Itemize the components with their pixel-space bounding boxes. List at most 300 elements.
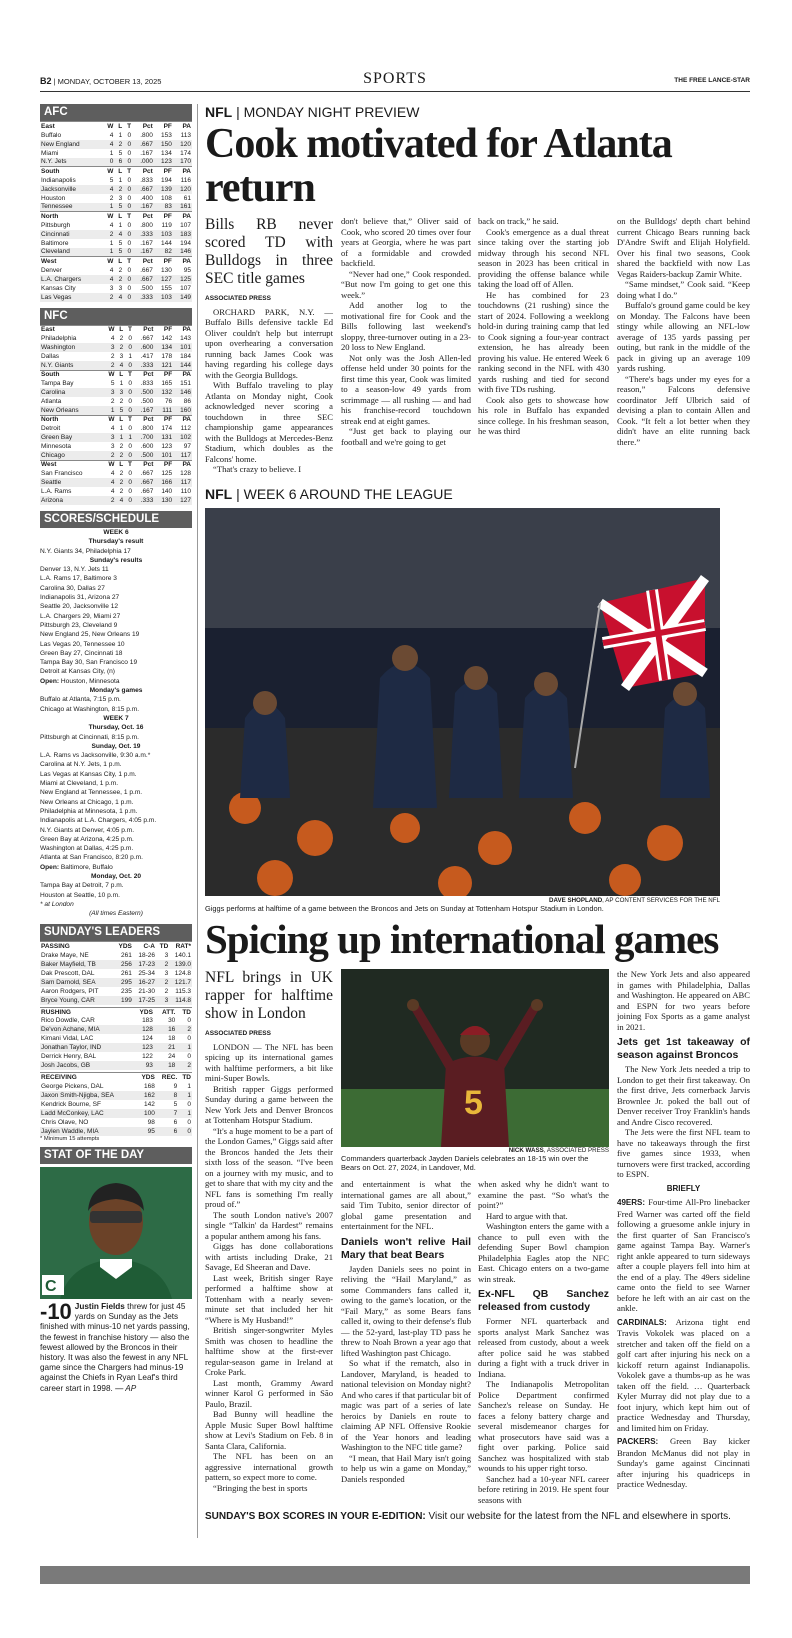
stat-cell: 183	[173, 230, 192, 239]
paragraph: LONDON — The NFL has been spicing up its international games with halftime performers, a bit like mini-Super Bowls.	[205, 1041, 333, 1083]
player-name: Jaylen Waddle, MIA	[40, 1127, 136, 1136]
stat-number: -10	[40, 1298, 72, 1324]
division-header	[40, 370, 192, 379]
stat-cell: 142	[161, 335, 173, 342]
column-header: PF	[154, 415, 173, 424]
stat-cell: 1	[116, 433, 125, 442]
brief-item	[617, 1317, 750, 1434]
table-row	[40, 451, 192, 460]
column-header: W	[104, 460, 116, 469]
stat-cell: 123	[154, 158, 173, 167]
stat-cell: 3	[164, 951, 169, 959]
team-name: San Francisco	[41, 470, 83, 477]
svg-text:5: 5	[464, 1084, 483, 1122]
column-header: TD	[176, 1007, 192, 1016]
stat-cell: 1	[124, 433, 133, 442]
stat-cell: 170	[173, 158, 192, 167]
stat-cell: 4	[109, 266, 114, 274]
stat-cell: 2	[156, 960, 169, 969]
daniels-photo	[341, 969, 609, 1147]
column-header: L	[116, 415, 125, 424]
stat-cell: 2	[156, 978, 169, 987]
column-header: RAT*	[169, 942, 192, 951]
table-row	[40, 978, 192, 987]
stat-cell: .000	[132, 158, 154, 167]
leaders-footnote: * Minimum 15 attempts	[40, 1135, 100, 1142]
schedule-line: WEEK 7	[103, 714, 129, 722]
story2-byline: ASSOCIATED PRESS	[205, 1030, 271, 1037]
column-header: Pct	[133, 370, 154, 379]
story1-col1	[205, 216, 333, 475]
schedule-line: Philadelphia at Minnesota, 1 p.m.	[40, 807, 138, 815]
paragraph: British rapper Giggs performed Sunday during a game between the New York Jets and Denver Broncos at Tottenham Hotspur Stadium.	[205, 1083, 333, 1125]
table-row	[40, 140, 192, 149]
column-header: W	[102, 212, 114, 221]
stat-cell: 25-34	[138, 969, 156, 977]
column-header: W	[104, 325, 116, 334]
paragraph: With Buffalo traveling to play Atlanta on Monday night, Cook acknowledged never scoring a touchdown in three SEC championship game appearances with the Bulldogs at Mercedes-Benz Stadium, which doubles as the Falcons' home.	[205, 380, 333, 464]
column-header: L	[114, 257, 123, 266]
column-header: T	[123, 122, 132, 131]
stat-cell: 0	[124, 388, 133, 397]
stat-cell: 132	[154, 388, 173, 397]
stat-cell: 125	[173, 275, 192, 284]
footer-bar	[40, 1566, 750, 1584]
table-row	[40, 406, 192, 415]
team-name: Green Bay	[40, 433, 104, 442]
division-name: North	[40, 212, 102, 221]
paragraph: The south London native's 2007 single “Talkin' da Hardest” remains a popular anthem among his fans.	[205, 1209, 333, 1241]
paragraph: back on track,” he said.	[478, 216, 559, 226]
stat-cell: 123	[131, 1043, 154, 1052]
stat-cell: 0	[123, 203, 132, 212]
stat-cell: 21-30	[138, 987, 156, 995]
stat-cell: 3	[156, 996, 169, 1005]
stat-cell: 4	[102, 185, 114, 194]
stat-cell: 4	[109, 221, 114, 229]
schedule-line: New England at Tennessee, 1 p.m.	[40, 789, 143, 797]
stat-cell: 0	[127, 149, 132, 157]
column-header: C-A	[133, 942, 156, 951]
bottom-promo: SUNDAY'S BOX SCORES IN YOUR E-EDITION: Visit our website for the latest from the NFL and elsewhere in sports.	[205, 1511, 731, 1522]
player-name: Josh Jacobs, GB	[40, 1061, 131, 1070]
column-header: PA	[173, 167, 192, 176]
stat-cell: 124	[142, 1035, 153, 1043]
stat-cell: 4	[104, 478, 116, 487]
schedule-line: WEEK 6	[103, 529, 129, 536]
stat-cell: .833	[140, 176, 153, 184]
stat-cell: 0	[123, 275, 132, 284]
svg-text:C: C	[45, 1277, 57, 1295]
schedule-line: L.A. Rams 17, Baltimore 3	[40, 575, 117, 583]
stat-cell: 127	[173, 496, 192, 505]
team-name: Arizona	[40, 496, 104, 505]
column-header: Pct	[133, 460, 154, 469]
stat-cell: 1	[118, 131, 123, 139]
stat-cell: 155	[161, 284, 172, 292]
stat-cell: 146	[173, 248, 192, 257]
stat-cell: .167	[140, 239, 153, 247]
schedule-line: Detroit at Kansas City, (n)	[40, 668, 115, 676]
schedule-line: Las Vegas 20, Tennessee 10	[40, 640, 125, 648]
afc-standings	[40, 121, 192, 302]
team-name: Washington	[40, 343, 104, 352]
column-header: YDS	[136, 1073, 156, 1082]
stat-cell: 3	[164, 969, 169, 977]
stat-cell: 5	[114, 248, 123, 257]
stat-cell: .167	[140, 149, 153, 157]
team-name: L.A. Rams	[41, 488, 72, 495]
stat-cell: 1	[118, 221, 123, 229]
player-name: Kimani Vidal, LAC	[41, 1035, 94, 1043]
paragraph: “Bringing the best in sports	[213, 1482, 308, 1493]
stat-cell: 5	[116, 406, 125, 415]
stat-cell: 4	[102, 275, 114, 284]
stat-photo	[40, 1167, 192, 1299]
schedule-line: (All times Eastern)	[89, 910, 143, 918]
column-header: PA	[173, 257, 192, 266]
column-header: PF	[154, 257, 173, 266]
table-row	[40, 149, 192, 158]
stat-cell: .333	[133, 496, 154, 505]
stat-cell: 1	[109, 239, 114, 247]
paragraph: Bad Bunny will headline the Apple Music Super Bowl halftime show at Levi's Stadium on Feb. 8 in Santa Clara, California.	[205, 1409, 333, 1451]
table-row	[40, 1109, 192, 1118]
stat-cell: 120	[173, 185, 192, 194]
table-row	[40, 1100, 192, 1109]
paragraph: Giggs has done collaborations with artists including Drake, 21 Savage, Ed Sheeran and Dave.	[205, 1241, 333, 1272]
story2-col3	[478, 1179, 609, 1505]
stat-cell: 0	[128, 335, 132, 342]
paragraph: Hard to argue with that.	[486, 1210, 568, 1221]
stat-cell: 108	[161, 194, 172, 202]
team-name: Cleveland	[40, 248, 102, 257]
column-header: L	[116, 370, 125, 379]
story2-col2	[341, 1179, 471, 1484]
stat-cell: .500	[133, 388, 154, 397]
stat-cell: 119	[161, 221, 172, 229]
stat-cell: 6	[114, 158, 123, 167]
photo1-caption: Giggs performs at halftime of a game between the Broncos and Jets on Sunday at Tottenham Hotspur Stadium in London.	[205, 904, 604, 913]
stat-cell: 7	[156, 1109, 178, 1118]
schedule-line: Denver 13, N.Y. Jets 11	[40, 566, 109, 574]
stat-cell: .800	[140, 131, 153, 139]
stat-cell: 127	[154, 275, 173, 284]
stat-cell: 1	[176, 1043, 192, 1052]
stat-cell: 4	[116, 496, 125, 505]
column-header: PA	[173, 415, 192, 424]
stat-cell: 2	[110, 353, 115, 360]
stat-cell: 2	[119, 470, 124, 477]
table-row	[40, 397, 192, 406]
leaders-header	[40, 1073, 192, 1082]
stat-cell: 256	[114, 960, 133, 969]
division-header	[40, 460, 192, 469]
player-name: Jaxon Smith-Njigba, SEA	[40, 1091, 136, 1100]
paragraph: British singer-songwriter Myles Smith was chosen to headline the halftime show at the first-ever regular-season game in Ireland at Croke Park.	[205, 1325, 333, 1377]
paragraph: Buffalo's ground game could be key on Monday. The Falcons have been stingy while allowing an NFL-low average of 135 yards passing per outing, but rank in the middle of the pack in giving up an average 109 yards rushing.	[617, 300, 750, 373]
story1-col4	[617, 216, 750, 447]
stat-cell: 18	[154, 1061, 176, 1070]
column-header: PF	[154, 460, 173, 469]
story2-col4	[617, 969, 750, 1490]
stat-cell: 194	[161, 176, 172, 184]
stat-cell: .417	[140, 353, 154, 360]
stat-cell: 1	[104, 406, 116, 415]
stat-cell: 235	[121, 987, 132, 995]
stat-cell: 128	[131, 1025, 154, 1034]
paragraph: Not only was the Josh Allen-led offense held under 30 points for the first time this year, Cook was limited to a season-low 49 yards from scrimmage — all rushing — and had his franchise-record touchdown streak end at eight games.	[341, 352, 471, 426]
column-header: Pct	[133, 325, 154, 334]
brief-label: PACKERS:	[617, 1437, 659, 1446]
stat-cell: 0	[127, 131, 132, 139]
brief-label: 49ERS:	[617, 1198, 646, 1207]
column-header: L	[114, 122, 123, 131]
table-row	[40, 221, 192, 230]
team-name: Atlanta	[41, 398, 62, 405]
table-row	[40, 433, 192, 442]
stat-cell: .700	[133, 433, 154, 442]
team-name: Philadelphia	[41, 335, 77, 342]
player-name: Rico Dowdle, CAR	[41, 1017, 95, 1025]
stat-cell: 113	[180, 131, 191, 139]
schedule-line: Carolina at N.Y. Jets, 1 p.m.	[40, 761, 122, 769]
team-name: Kansas City	[41, 284, 76, 292]
stat-cell: .667	[132, 140, 154, 149]
column-header: T	[124, 460, 133, 469]
open-label: Open:	[40, 677, 60, 685]
player-portrait-image	[40, 1167, 192, 1299]
table-row	[40, 131, 192, 140]
stat-cell: 0	[124, 343, 133, 352]
open-teams: Baltimore, Buffalo	[59, 863, 113, 871]
table-row	[40, 334, 192, 343]
paragraph: “Just get back to playing our football and we're going to get	[341, 426, 471, 447]
column-header: T	[124, 325, 133, 334]
stat-cell: 61	[183, 194, 191, 202]
paragraph: Add another log to the motivational fire for Cook and the Bills following last weekend's sloppy, three-turnover outing in a 23-20 loss to New England.	[341, 300, 471, 352]
stat-cell: 184	[180, 353, 191, 360]
column-header: T	[124, 370, 133, 379]
daniels-celebration-image	[341, 969, 609, 1147]
column-header: RUSHING	[40, 1007, 131, 1016]
table-row	[40, 1061, 192, 1070]
schedule-line: New England 25, New Orleans 19	[40, 631, 140, 639]
table-row	[40, 284, 192, 293]
schedule-line: L.A. Rams vs Jacksonville, 9:30 a.m.*	[40, 752, 151, 760]
stat-cell: 122	[142, 1053, 153, 1061]
stat-cell: 30	[168, 1017, 176, 1025]
stat-cell: 21	[154, 1043, 176, 1052]
division-header	[40, 325, 192, 334]
stat-text: -10 Justin Fields threw for just 45 yards on Sunday as the Jets finished with minus-10 net yards passing, the fewest in franchise history — also the fewest allowed by the Broncos in their history. It was also the fewest in any NFL game since the Chargers had minus-19 against the Chiefs in Ryan Leaf's third career start in 1998. — AP	[40, 1298, 190, 1393]
division-header	[40, 415, 192, 424]
team-name: Denver	[41, 266, 62, 274]
stat-cell: 0	[127, 194, 132, 202]
leaders-band: SUNDAY'S LEADERS	[40, 924, 192, 941]
column-header: PA	[173, 212, 192, 221]
team-name: N.Y. Jets	[40, 158, 102, 167]
division-header	[40, 167, 192, 176]
stat-cell: 124.8	[174, 969, 191, 977]
stat-cell: .667	[132, 275, 154, 284]
schedule-line: Washington at Dallas, 4:25 p.m.	[40, 845, 134, 853]
team-name: Seattle	[40, 478, 104, 487]
stat-cell: 2	[104, 451, 116, 460]
stat-cell: 3	[116, 388, 125, 397]
stat-cell: 2	[119, 488, 124, 495]
open-label: Open:	[40, 863, 60, 871]
stat-cell: 4	[109, 131, 114, 139]
stat-cell: 17-25	[133, 996, 156, 1005]
stat-cell: .167	[132, 248, 154, 257]
stat-cell: 3	[104, 433, 116, 442]
column-header: Pct	[132, 212, 154, 221]
paragraph: and entertainment is what the international games are all about,” said Tim Tubito, senior director of global game presentation and entertainment for the NFL.	[341, 1179, 471, 1231]
column-header: TD	[178, 1073, 192, 1082]
column-header: T	[123, 167, 132, 176]
stat-band: STAT OF THE DAY	[40, 1147, 192, 1164]
stat-cell: 112	[180, 425, 191, 432]
paragraph: The Jets were the first NFL team to have no takeaways through the first five games since 1933, when turnovers were first tracked, according to ESPN.	[617, 1127, 750, 1179]
team-name: Detroit	[41, 425, 61, 432]
team-name: Chicago	[40, 451, 104, 460]
table-row	[40, 388, 192, 397]
briefs-list	[617, 1197, 750, 1490]
team-name: Tennessee	[40, 203, 102, 212]
table-row	[40, 496, 192, 505]
table-row	[40, 230, 192, 239]
stat-cell: .833	[140, 380, 154, 387]
stat-cell: 121	[154, 361, 173, 370]
stat-cell: 0	[102, 158, 114, 167]
column-header: T	[123, 257, 132, 266]
player-name: De'von Achane, MIA	[40, 1025, 131, 1034]
table-row	[40, 996, 192, 1005]
table-row	[40, 1025, 192, 1034]
afc-band: AFC	[40, 104, 192, 121]
table-row	[40, 361, 192, 370]
paragraph: “There's bags under my eyes for a reason,” Falcons defensive coordinator Jeff Ulbrich said of devising a plan to contain Allen and Cook. “It felt a lot better when they didn't have an elite running back there.”	[617, 373, 750, 447]
stat-cell: 151	[180, 380, 191, 387]
stat-cell: .667	[140, 335, 154, 342]
stat-cell: 0	[128, 470, 132, 477]
player-name: Ladd McConkey, LAC	[40, 1109, 136, 1118]
table-row	[40, 266, 192, 275]
story2-body	[205, 969, 750, 1559]
stat-cell: .333	[133, 361, 154, 370]
player-name: George Pickens, DAL	[41, 1082, 104, 1090]
stat-cell: 3	[110, 443, 115, 450]
schedule-line: N.Y. Giants at Denver, 4:05 p.m.	[40, 826, 135, 834]
table-row	[40, 275, 192, 284]
stat-cell: 114.8	[169, 996, 192, 1005]
table-row	[40, 203, 192, 212]
stat-cell: 0	[123, 158, 132, 167]
stat-cell: 0	[187, 1035, 191, 1043]
stat-cell: 107	[180, 221, 191, 229]
stat-cell: 102	[173, 433, 192, 442]
stat-cell: .667	[140, 470, 154, 477]
stat-cell: 2	[176, 1061, 192, 1070]
stat-cell: 125	[161, 470, 173, 477]
stat-cell: 149	[173, 293, 192, 302]
column-header: L	[116, 325, 125, 334]
stat-cell: 168	[143, 1082, 155, 1090]
schedule-line: * at London	[40, 900, 74, 908]
paragraph: The NFL has been on an aggressive international growth pattern, so expect more to come.	[205, 1451, 333, 1482]
team-name: Buffalo	[41, 131, 62, 139]
stat-cell: 0	[128, 488, 132, 495]
schedule-line: Pittsburgh 23, Cleveland 9	[40, 621, 118, 629]
team-name: Dallas	[41, 353, 60, 360]
player-name: Sam Darnold, SEA	[40, 978, 114, 987]
team-name: Baltimore	[41, 239, 69, 247]
stat-cell: 178	[161, 353, 173, 360]
stat-cell: .167	[132, 203, 154, 212]
stat-cell: 1	[178, 1091, 192, 1100]
schedule-line: Atlanta at San Francisco, 8:20 p.m.	[40, 854, 143, 862]
table-row	[40, 379, 192, 388]
stat-cell: 5	[118, 149, 123, 157]
brief-item	[617, 1436, 750, 1490]
paragraph: Last week, British singer Raye performed a halftime show at Tottenham with a nearly seven-minute set that included her hit “Where is My Husband!”	[205, 1272, 333, 1325]
schedule-line: Indianapolis 31, Arizona 27	[40, 594, 120, 602]
story1-col3	[478, 216, 609, 437]
stat-cell: 107	[180, 284, 191, 292]
scores-band: SCORES/SCHEDULE	[40, 511, 192, 528]
column-header: PF	[154, 370, 173, 379]
team-name: Tampa Bay	[41, 380, 74, 387]
schedule-line: Sunday, Oct. 19	[91, 742, 141, 750]
photo2-caption: Commanders quarterback Jayden Daniels celebrates an 18-15 win over the Bears on Oct. 27, 2024, in Landover, Md.	[341, 1154, 589, 1172]
stat-cell: 0	[124, 496, 133, 505]
stat-cell: .800	[140, 425, 154, 432]
stat-cell: 0	[127, 239, 132, 247]
schedule-line	[40, 863, 192, 872]
stat-cell: 4	[114, 230, 123, 239]
jets-subhead: Jets get 1st takeaway of season against Broncos	[617, 1036, 750, 1061]
stat-cell: 117	[173, 478, 192, 487]
stat-cell: 0	[178, 1127, 192, 1136]
stat-cell: 101	[154, 451, 173, 460]
table-row	[40, 185, 192, 194]
story2-kicker: NFL | WEEK 6 AROUND THE LEAGUE	[205, 486, 453, 502]
team-name: New England	[40, 140, 102, 149]
schedule-line: N.Y. Giants 34, Philadelphia 17	[40, 547, 131, 555]
sanchez-subhead: Ex-NFL QB Sanchez released from custody	[478, 1288, 609, 1313]
stat-cell: 16	[154, 1025, 176, 1034]
division-header	[40, 122, 192, 131]
paragraph: Last month, Grammy Award winner Karol G performed in São Paulo, Brazil.	[205, 1377, 333, 1409]
stat-cell: 183	[142, 1017, 153, 1025]
story2-col1	[205, 969, 333, 1493]
stat-cell: 295	[114, 978, 133, 987]
stat-cell: 93	[131, 1061, 154, 1070]
paragraph: the New York Jets and also appeared in games with Philadelphia, Dallas and Washington. He appeared on ABC and ESPN for two years before joining Fox Sports as a game analyst in 2021.	[617, 969, 750, 1032]
schedule-line: L.A. Chargers 29, Miami 27	[40, 612, 121, 620]
stat-cell: 8	[156, 1091, 178, 1100]
column-header: PA	[173, 325, 192, 334]
player-name: Bryce Young, CAR	[40, 996, 114, 1005]
table-row	[40, 969, 192, 978]
stat-cell: 3	[109, 284, 114, 292]
stat-cell: 140	[161, 488, 173, 495]
stat-cell: 117	[173, 451, 192, 460]
schedule-line: Buffalo at Atlanta, 7:15 p.m.	[40, 696, 121, 704]
nfc-standings	[40, 325, 192, 506]
stat-cell: 130	[154, 496, 173, 505]
